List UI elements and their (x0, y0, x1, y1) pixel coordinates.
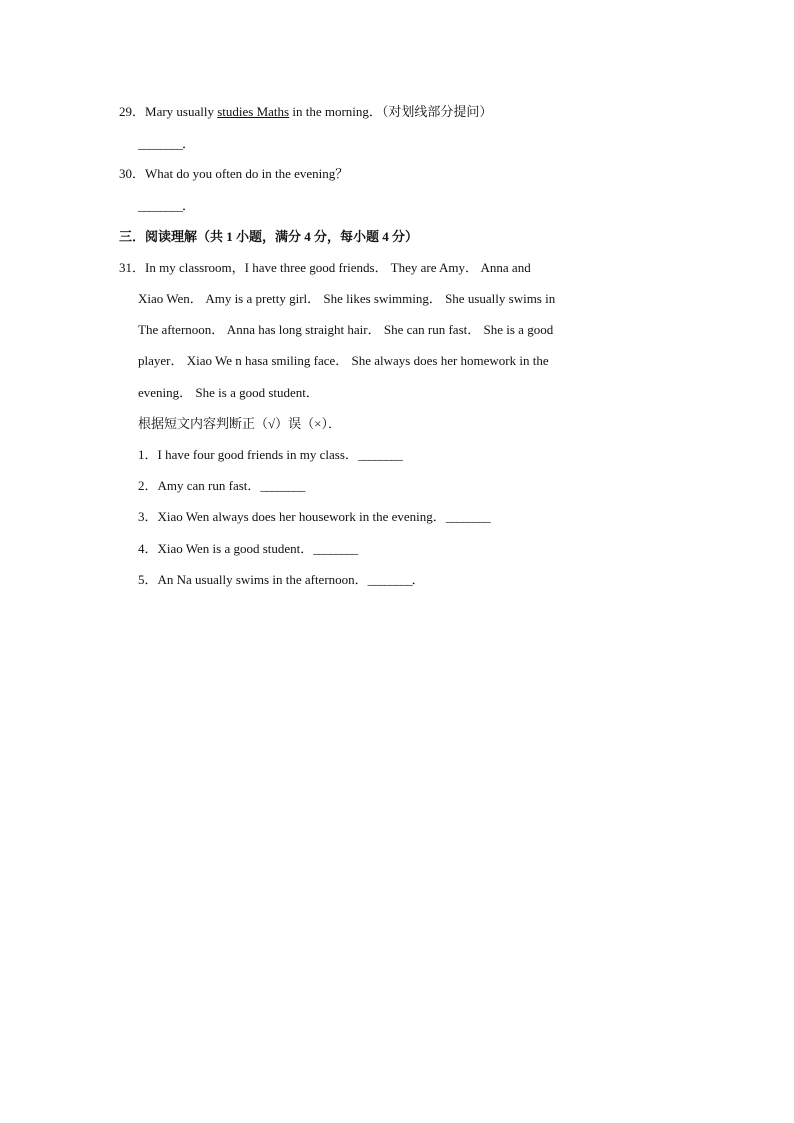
passage-line: The afternoon． Anna has long straight hair． She can run fast． She is a good (138, 322, 554, 337)
answer-blank[interactable]: ________． (367, 572, 424, 587)
question-text-prefix: Mary usually (145, 104, 218, 119)
statement-number: 3． (138, 509, 158, 524)
statement-4 (138, 541, 357, 557)
statement-number: 5． (138, 572, 158, 587)
passage-line: player． Xiao We n hasa smiling face． She always does her homework in the (138, 353, 549, 368)
statement-5 (138, 572, 424, 588)
section-heading: 三．阅读理解（共 1 小题，满分 4 分，每小题 4 分） (119, 229, 419, 244)
question-30 (119, 166, 348, 182)
answer-blank[interactable]: ________ (357, 447, 402, 462)
statement-text: I have four good friends in my class． (157, 447, 358, 462)
answer-blank[interactable]: ________ (445, 509, 490, 524)
question-29 (119, 104, 492, 120)
statement-text: Xiao Wen is a good student． (157, 541, 314, 556)
statement-1 (138, 447, 402, 463)
passage-line: In my classroom，I have three good friends． They are Amy． Anna and (145, 260, 531, 275)
underlined-phrase: studies Maths (217, 104, 290, 119)
question-number: 29． (119, 104, 146, 119)
answer-blank[interactable]: ________ (260, 478, 305, 493)
question-number: 30． (119, 166, 146, 181)
statement-text: An Na usually swims in the afternoon． (157, 572, 368, 587)
statement-number: 1． (138, 447, 158, 462)
passage-line: evening． She is a good student． (138, 385, 319, 400)
question-text: What do you often do in the evening？ (145, 166, 349, 181)
question-text-suffix: in the morning．（对划线部分提问） (289, 104, 493, 119)
answer-blank-30[interactable]: ________． (138, 198, 195, 213)
instruction-text: 根据短文内容判断正（√）误（×）． (138, 416, 341, 431)
statement-text: Xiao Wen always does her housework in the evening． (157, 509, 446, 524)
question-number: 31． (119, 260, 146, 275)
statement-number: 4． (138, 541, 158, 556)
statement-text: Amy can run fast． (157, 478, 261, 493)
statement-3 (138, 509, 490, 525)
answer-blank-29[interactable]: ________． (138, 136, 195, 151)
question-31-first-line (119, 260, 531, 276)
answer-blank[interactable]: ________ (313, 541, 358, 556)
statement-number: 2． (138, 478, 158, 493)
passage-line: Xiao Wen． Amy is a pretty girl． She likes swimming． She usually swims in (138, 291, 556, 306)
statement-2 (138, 478, 304, 494)
